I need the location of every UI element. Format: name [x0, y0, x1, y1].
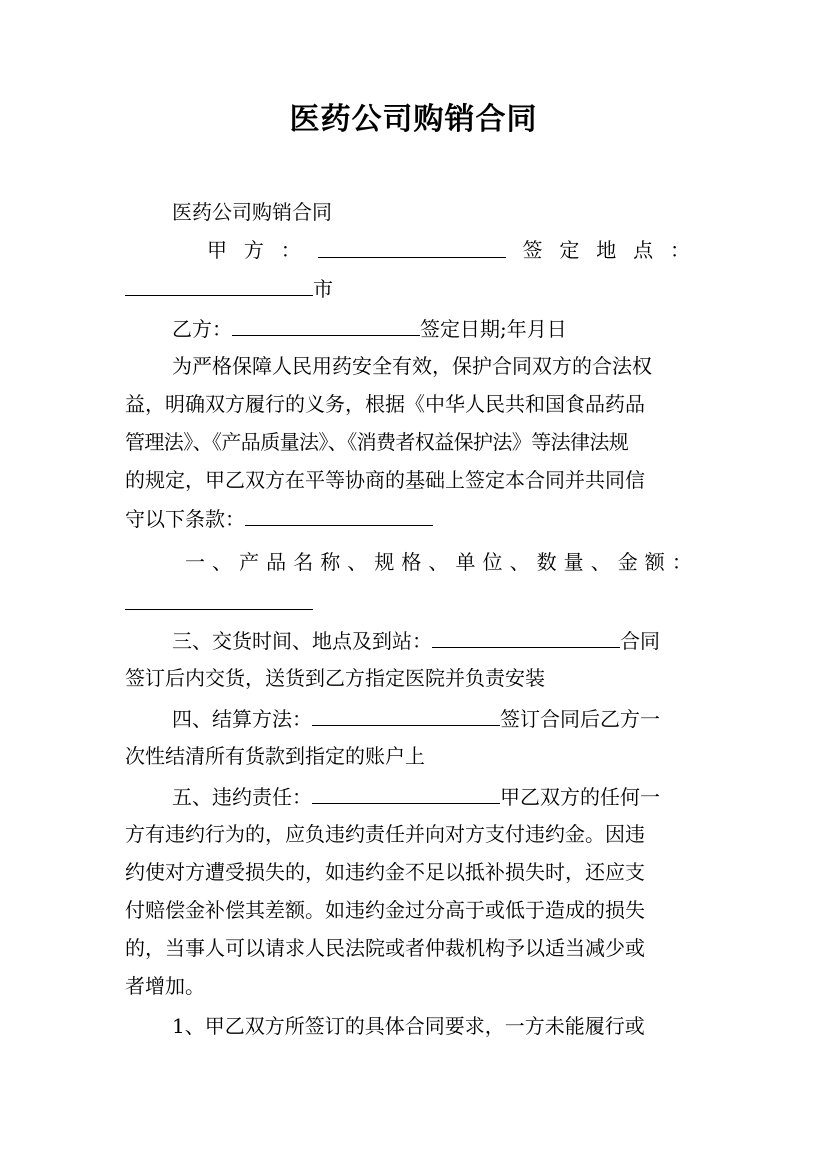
party-a-char: ： [280, 238, 301, 262]
party-a-char: 地 [596, 238, 617, 262]
clause-4-after: 签订合同后乙方一 [500, 707, 660, 731]
clause-4-label: 四、结算方法： [172, 707, 312, 731]
clause-3-line [172, 621, 703, 659]
city-suffix: 市 [313, 277, 333, 301]
clause-5-line [172, 777, 703, 815]
party-a-char: 甲 [207, 238, 227, 262]
party-a-char: 定 [559, 238, 580, 262]
clause-1-char: 产 [239, 550, 260, 574]
signing-date: 签定日期;年月日 [420, 317, 567, 341]
clause-5-text-line: 约使对方遭受损失的，如违约金不足以抵补损失时，还应支 [125, 860, 645, 884]
clause-4-line-2: 次性结清所有货款到指定的账户上 [125, 744, 425, 768]
clause-3-blank [432, 621, 620, 648]
preamble-line: 益，明确双方履行的义务，根据《中华人民共和国食品药品 [125, 392, 645, 416]
preamble-line: 为严格保障人民用药安全有效，保护合同双方的合法权 [172, 354, 652, 378]
clause-5-blank [312, 777, 500, 804]
preamble-tail: 守以下条款： [125, 507, 245, 531]
signing-place-line [125, 269, 703, 307]
clause-1-char: 格 [401, 550, 422, 574]
party-a-char: 方 [243, 238, 264, 262]
clause-1-blank-line [125, 583, 703, 621]
item-1-line: 1、甲乙双方所签订的具体合同要求，一方未能履行或 [172, 1014, 645, 1038]
clause-1-char: 额 [644, 550, 665, 574]
party-b-label: 乙方： [172, 317, 232, 341]
party-a-blank [318, 231, 506, 258]
party-a-line [207, 231, 690, 269]
clause-5-text-line: 的，当事人可以请求人民法院或者仲裁机构予以适当减少或 [125, 936, 645, 960]
clause-1-char: 称 [320, 550, 341, 574]
preamble-line [125, 499, 703, 537]
clause-1-char: 单 [455, 550, 476, 574]
preamble-line: 管理法》、《产品质量法》、《消费者权益保护法》等法律法规 [125, 430, 629, 454]
clause-1-char: 、 [428, 550, 449, 574]
clause-1-char: 、 [509, 550, 530, 574]
clause-5-text-line: 付赔偿金补偿其差额。如违约金过分高于或低于造成的损失 [125, 898, 645, 922]
clause-1-char: 、 [212, 550, 233, 574]
party-b-blank [232, 309, 420, 336]
party-a-char: ： [670, 238, 690, 262]
clause-1-char: 数 [536, 550, 557, 574]
clause-1-char: 位 [482, 550, 503, 574]
clause-1-blank [125, 583, 313, 610]
clause-5-label: 五、违约责任： [172, 785, 312, 809]
clause-1-char: 名 [293, 550, 314, 574]
clause-1-char: 、 [347, 550, 368, 574]
clause-3-label: 三、交货时间、地点及到站： [172, 629, 432, 653]
clause-4-blank [312, 699, 500, 726]
clause-1-char: 量 [563, 550, 584, 574]
clause-1-char: 规 [374, 550, 395, 574]
signing-place-blank [125, 269, 313, 296]
clause-1-char: 一 [185, 550, 205, 574]
clause-1-char: 、 [590, 550, 611, 574]
clause-1-line [185, 543, 692, 581]
clause-3-line-2: 签订后内交货，送货到乙方指定医院并负责安装 [125, 666, 545, 690]
party-a-char: 签 [522, 238, 543, 262]
preamble-line: 的规定，甲乙双方在平等协商的基础上签定本合同并共同信 [125, 468, 645, 492]
clause-5-text-line: 方有违约行为的，应负违约责任并向对方支付违约金。因违 [125, 822, 645, 846]
clause-5-text-line: 者增加。 [125, 974, 205, 998]
document-title: 医药公司购销合同 [289, 102, 538, 137]
clause-1-char: ： [671, 550, 692, 574]
party-a-char: 点 [633, 238, 654, 262]
subtitle: 医药公司购销合同 [172, 200, 332, 224]
clause-1-char: 金 [617, 550, 638, 574]
clause-1-char: 品 [266, 550, 287, 574]
party-b-line [172, 309, 703, 347]
clause-3-after: 合同 [620, 629, 660, 653]
clause-4-line [172, 699, 703, 737]
clause-5-after: 甲乙双方的任何一 [500, 785, 660, 809]
preamble-blank [245, 499, 433, 526]
